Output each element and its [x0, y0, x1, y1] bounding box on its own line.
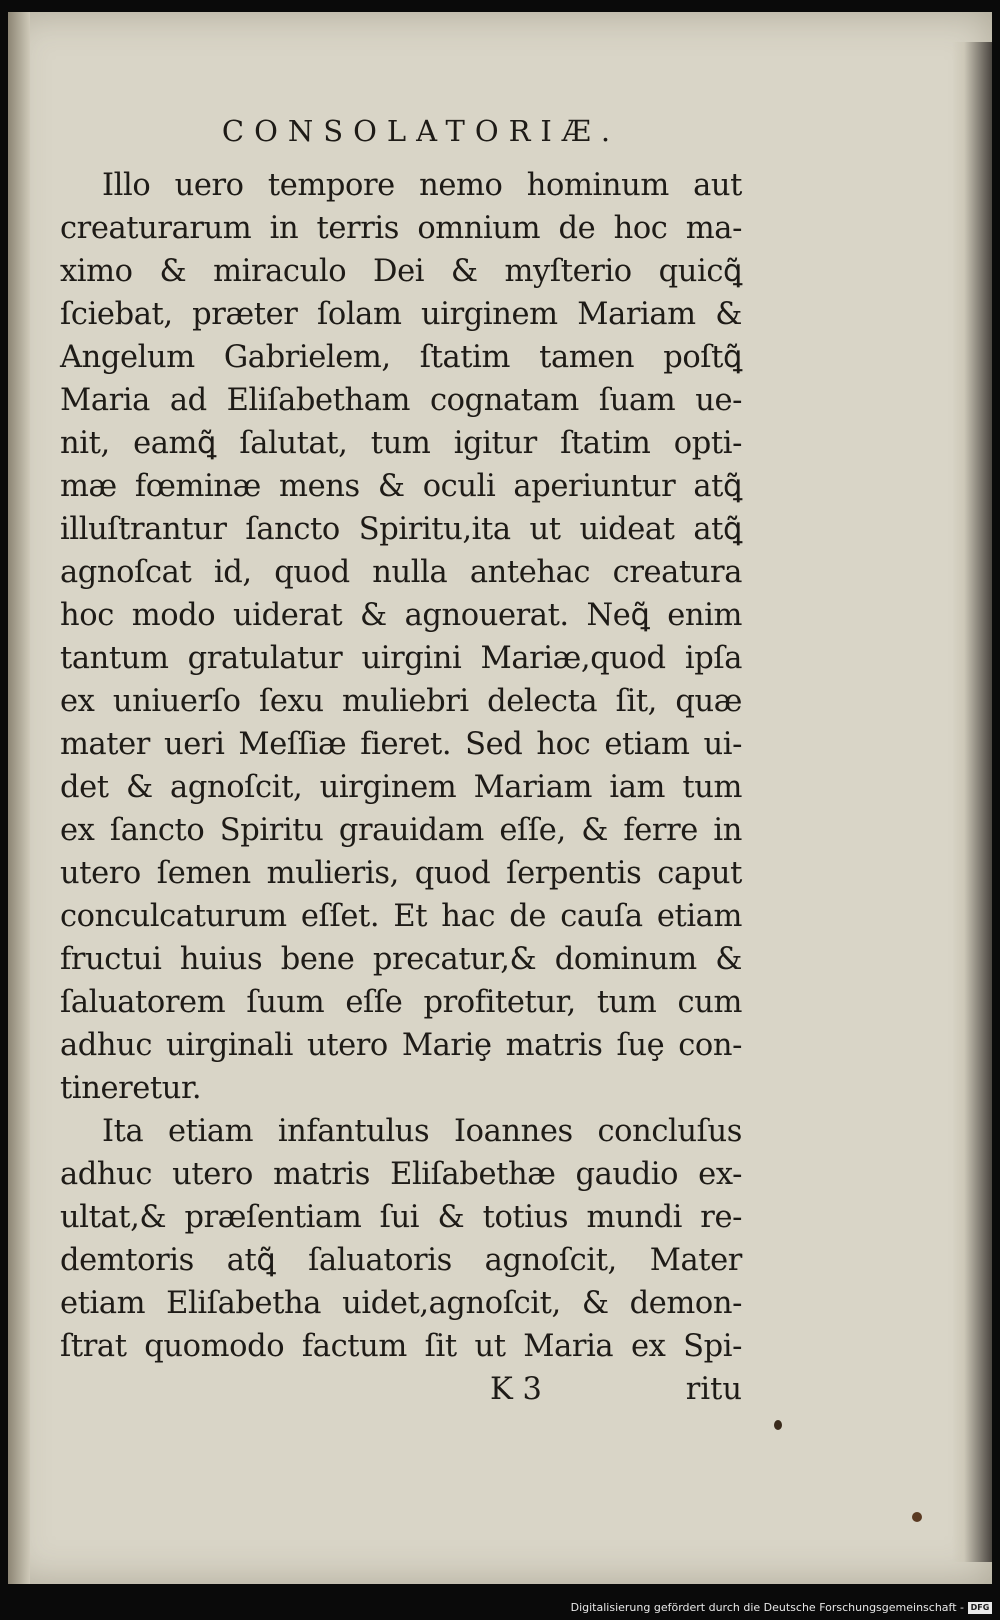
text-line: mæ fœminæ mens & oculi aperiuntur atꝗ̃	[60, 469, 742, 504]
text-line: ultat,& præſentiam ſui & totius mundi re-	[60, 1200, 742, 1235]
paragraph-1	[60, 164, 742, 1110]
text-line: creaturarum in terris omnium de hoc ma-	[60, 211, 742, 246]
text-line: ex ſancto Spiritu grauidam eſſe, & ferre in	[60, 813, 742, 848]
digitization-credit	[571, 1601, 992, 1614]
book-page	[8, 12, 992, 1584]
text-line: utero ſemen mulieris, quod ſerpentis caput	[60, 856, 742, 891]
text-line: adhuc utero matris Eliſabethæ gaudio ex-	[60, 1157, 742, 1192]
page-text-block	[60, 112, 742, 1411]
text-line: tantum gratulatur uirgini Mariæ,quod ipſa	[60, 641, 742, 676]
paragraph-2	[60, 1110, 742, 1368]
text-line: Maria ad Eliſabetham cognatam ſuam ue-	[60, 383, 742, 418]
text-line: illuſtrantur ſancto Spiritu,ita ut uideat atꝗ̃	[60, 512, 742, 547]
text-line: demtoris atꝗ̃ ſaluatoris agnoſcit, Mater	[60, 1243, 742, 1278]
text-line: ex uniuerſo ſexu muliebri delecta ſit, quæ	[60, 684, 742, 719]
signature-mark: K 3	[490, 1372, 542, 1407]
page-edge-shadow	[952, 42, 992, 1562]
text-line: etiam Eliſabetha uidet,agnoſcit, & demon-	[60, 1286, 742, 1321]
text-line: ximo & miraculo Dei & myſterio quicꝗ̃	[60, 254, 742, 289]
text-line: ſaluatorem ſuum eſſe profitetur, tum cum	[60, 985, 742, 1020]
ink-spot	[774, 1420, 782, 1430]
dfg-logo: DFG	[968, 1602, 992, 1614]
text-line: Illo uero tempore nemo hominum aut	[102, 168, 742, 203]
text-line: hoc modo uiderat & agnouerat. Neꝗ̃ enim	[60, 598, 742, 633]
text-line: tineretur.	[60, 1071, 202, 1106]
page-gutter-shadow	[8, 12, 30, 1584]
running-head: CONSOLATORIÆ.	[221, 114, 621, 148]
text-line: fructui huius bene precatur,& dominum &	[60, 942, 742, 977]
text-line: ſtrat quomodo factum ſit ut Maria ex Spi-	[60, 1329, 742, 1364]
text-line: nit, eamꝗ̃ ſalutat, tum igitur ſtatim opti-	[60, 426, 742, 461]
credit-text: Digitalisierung gefördert durch die Deutsche Forschungsgemeinschaft -	[570, 1601, 964, 1614]
text-line: adhuc uirginali utero Mariȩ matris ſuȩ con-	[60, 1028, 742, 1063]
text-line: Ita etiam infantulus Ioannes concluſus	[102, 1114, 742, 1149]
text-line: Angelum Gabrielem, ſtatim tamen poſtꝗ̃	[60, 340, 742, 375]
text-line: mater ueri Meſſiæ fieret. Sed hoc etiam ui-	[60, 727, 742, 762]
text-line: det & agnoſcit, uirginem Mariam iam tum	[60, 770, 742, 805]
page-foot	[60, 1368, 742, 1411]
ink-spot	[912, 1512, 922, 1522]
text-line: ſciebat, præter ſolam uirginem Mariam &	[60, 297, 742, 332]
text-line: agnoſcat id, quod nulla antehac creatura	[60, 555, 742, 590]
text-line: conculcaturum eſſet. Et hac de cauſa etiam	[60, 899, 742, 934]
catchword: ritu	[685, 1372, 742, 1407]
